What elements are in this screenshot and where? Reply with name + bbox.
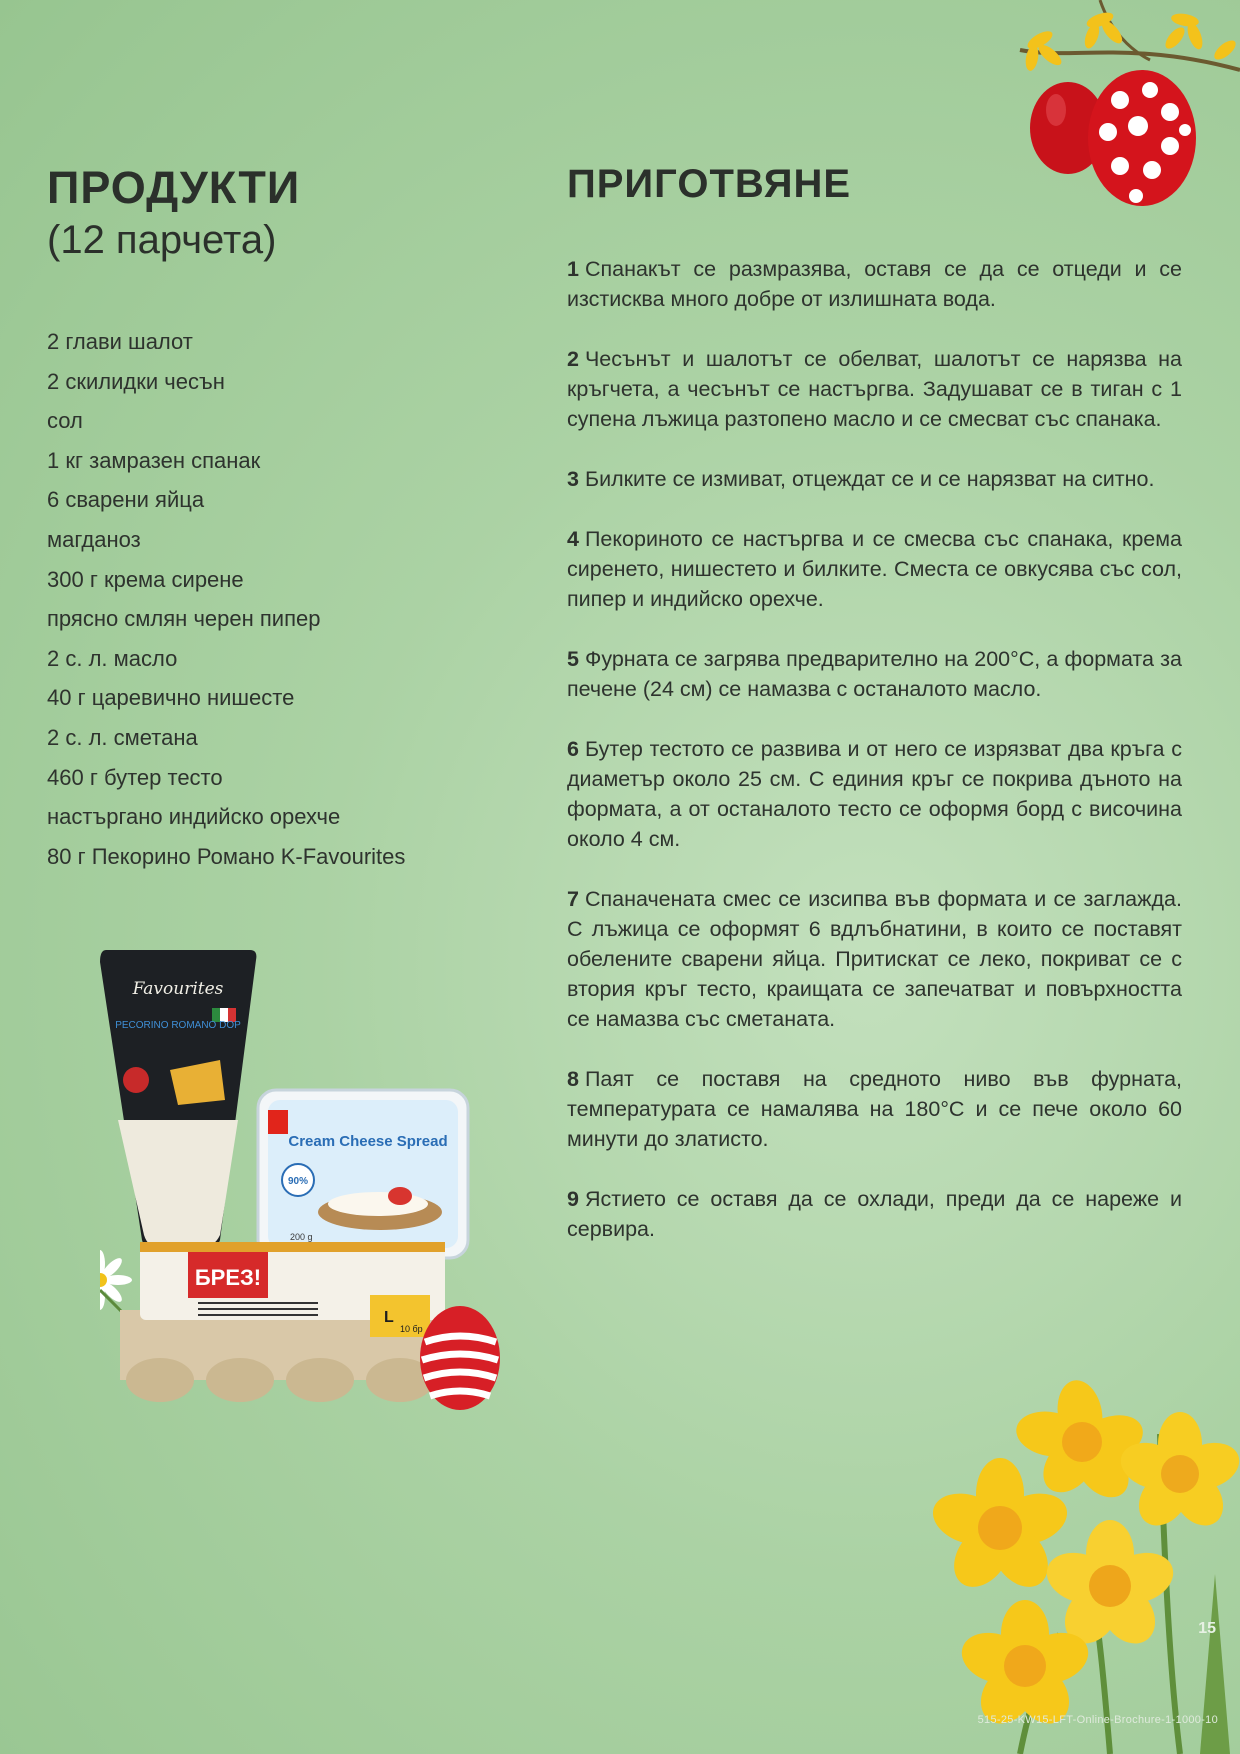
daffodils-icon xyxy=(930,1374,1240,1754)
step-text: Чесънът и шалотът се обелват, шалотът се нарязва на кръгчета, а чесънът се настъргва. Задушават се в тиган с 1 супена лъжица разтопено масло и се смесват със спанака. xyxy=(567,347,1182,431)
easter-eggs-icon xyxy=(980,0,1240,215)
ingredients-title: ПРОДУКТИ xyxy=(47,162,301,213)
step-text: Билките се измиват, отцеждат се и се нарязват на ситно. xyxy=(584,467,1155,491)
daffodil-flower xyxy=(1013,1377,1150,1508)
pecorino-package xyxy=(100,950,256,1255)
ingredient-item: сол xyxy=(47,408,83,434)
ingredient-item: 460 г бутер тесто xyxy=(47,764,223,790)
step-text: Бутер тестото се развива и от него се изрязват два кръга с диаметър около 25 см. С единия кръг се покрива дъното на формата, а от останалото тесто се оформя борд с височина около 4 см. xyxy=(567,737,1182,851)
step-item xyxy=(567,464,1182,494)
ingredient-item: 300 г крема сирене xyxy=(47,566,244,592)
step-item xyxy=(567,524,1182,614)
step-item xyxy=(567,1064,1182,1154)
step-number: 8 xyxy=(567,1067,579,1091)
step-number: 1 xyxy=(567,257,579,281)
step-text: Спанакът се размразява, оставя се да се отцеди и се изстисква много добре от излишната вода. xyxy=(567,257,1182,311)
pecorino-name: PECORINO ROMANO DOP xyxy=(115,1020,241,1031)
step-text: Паят се поставя на средното ниво във фурната, температурата се намалява на 180°C и се пече около 60 минути до златисто. xyxy=(567,1067,1182,1151)
step-text: Ястието се оставя да се охлади, преди да се нареже и сервира. xyxy=(567,1187,1182,1241)
ingredient-item: настъргано индийско орехче xyxy=(47,804,341,830)
eggs-count: 10 бр xyxy=(400,1324,423,1334)
step-number: 5 xyxy=(567,647,579,671)
pecorino-brand: Favourites xyxy=(132,979,224,999)
step-item xyxy=(567,1184,1182,1244)
ingredient-item: 1 кг замразен спанак xyxy=(47,447,261,473)
cream-cheese-weight: 200 g xyxy=(290,1232,313,1242)
cream-cheese-package xyxy=(258,1090,468,1258)
ingredient-item: 2 глави шалот xyxy=(47,329,193,354)
step-item xyxy=(567,644,1182,704)
page-number: 15 xyxy=(1198,1620,1216,1637)
forsythia-flowers-icon xyxy=(1020,0,1240,72)
eggs-size: L xyxy=(384,1309,394,1326)
eggs-brand: БРЕЗ! xyxy=(194,1265,262,1290)
preparation-title: ПРИГОТВЯНЕ xyxy=(567,162,852,206)
ingredient-item: 2 скилидки чесън xyxy=(47,368,225,394)
step-text: Пекориното се настъргва и се смесва със спанака, крема сиренето, нишестето и билките. Сместа се овкусява със сол, пипер и индийско орехче. xyxy=(567,527,1182,611)
step-item xyxy=(567,884,1182,1034)
step-item xyxy=(567,254,1182,314)
print-code: 515-25-KW15-LFT-Online-Brochure-1-1000-10 xyxy=(977,1714,1218,1726)
ingredient-item: 40 г царевично нишесте xyxy=(47,685,295,711)
ingredient-item: 80 г Пекорино Романо K-Favourites xyxy=(47,843,406,869)
ingredient-item: 6 сварени яйца xyxy=(47,487,205,513)
ingredients-subtitle: (12 парчета) xyxy=(47,218,277,262)
products-illustration xyxy=(100,950,540,1410)
step-item xyxy=(567,734,1182,854)
ingredients-list xyxy=(47,322,405,876)
step-number: 9 xyxy=(567,1187,579,1211)
preparation-steps xyxy=(567,254,1182,1274)
step-number: 2 xyxy=(567,347,579,371)
step-text: Спаначената смес се изсипва във формата и се заглажда. С лъжица се оформят 6 вдлъбнатини, в които се поставят обелените сварени яйца. Притискат се леко, покриват се с втория кръг тесто, краищата се запечатват и повърхността се намазва със сметаната. xyxy=(567,887,1182,1031)
step-item xyxy=(567,344,1182,434)
egg-carton-package xyxy=(120,1242,460,1402)
striped-egg-icon xyxy=(420,1306,500,1410)
step-number: 7 xyxy=(567,887,579,911)
step-number: 4 xyxy=(567,527,579,551)
ingredient-item: прясно смлян черен пипер xyxy=(47,606,321,632)
step-number: 3 xyxy=(567,467,579,491)
step-number: 6 xyxy=(567,737,579,761)
cream-cheese-name: Cream Cheese Spread xyxy=(288,1133,448,1150)
daisy-icon xyxy=(100,1250,132,1320)
ingredient-item: магданоз xyxy=(47,526,141,552)
step-text: Фурната се загрява предварително на 200°C, а формата за печене (24 см) се намазва с останалото масло. xyxy=(567,647,1182,701)
ingredient-item: 2 с. л. масло xyxy=(47,645,178,671)
cream-cheese-badge: 90% xyxy=(287,1176,309,1187)
ingredient-item: 2 с. л. сметана xyxy=(47,724,198,750)
